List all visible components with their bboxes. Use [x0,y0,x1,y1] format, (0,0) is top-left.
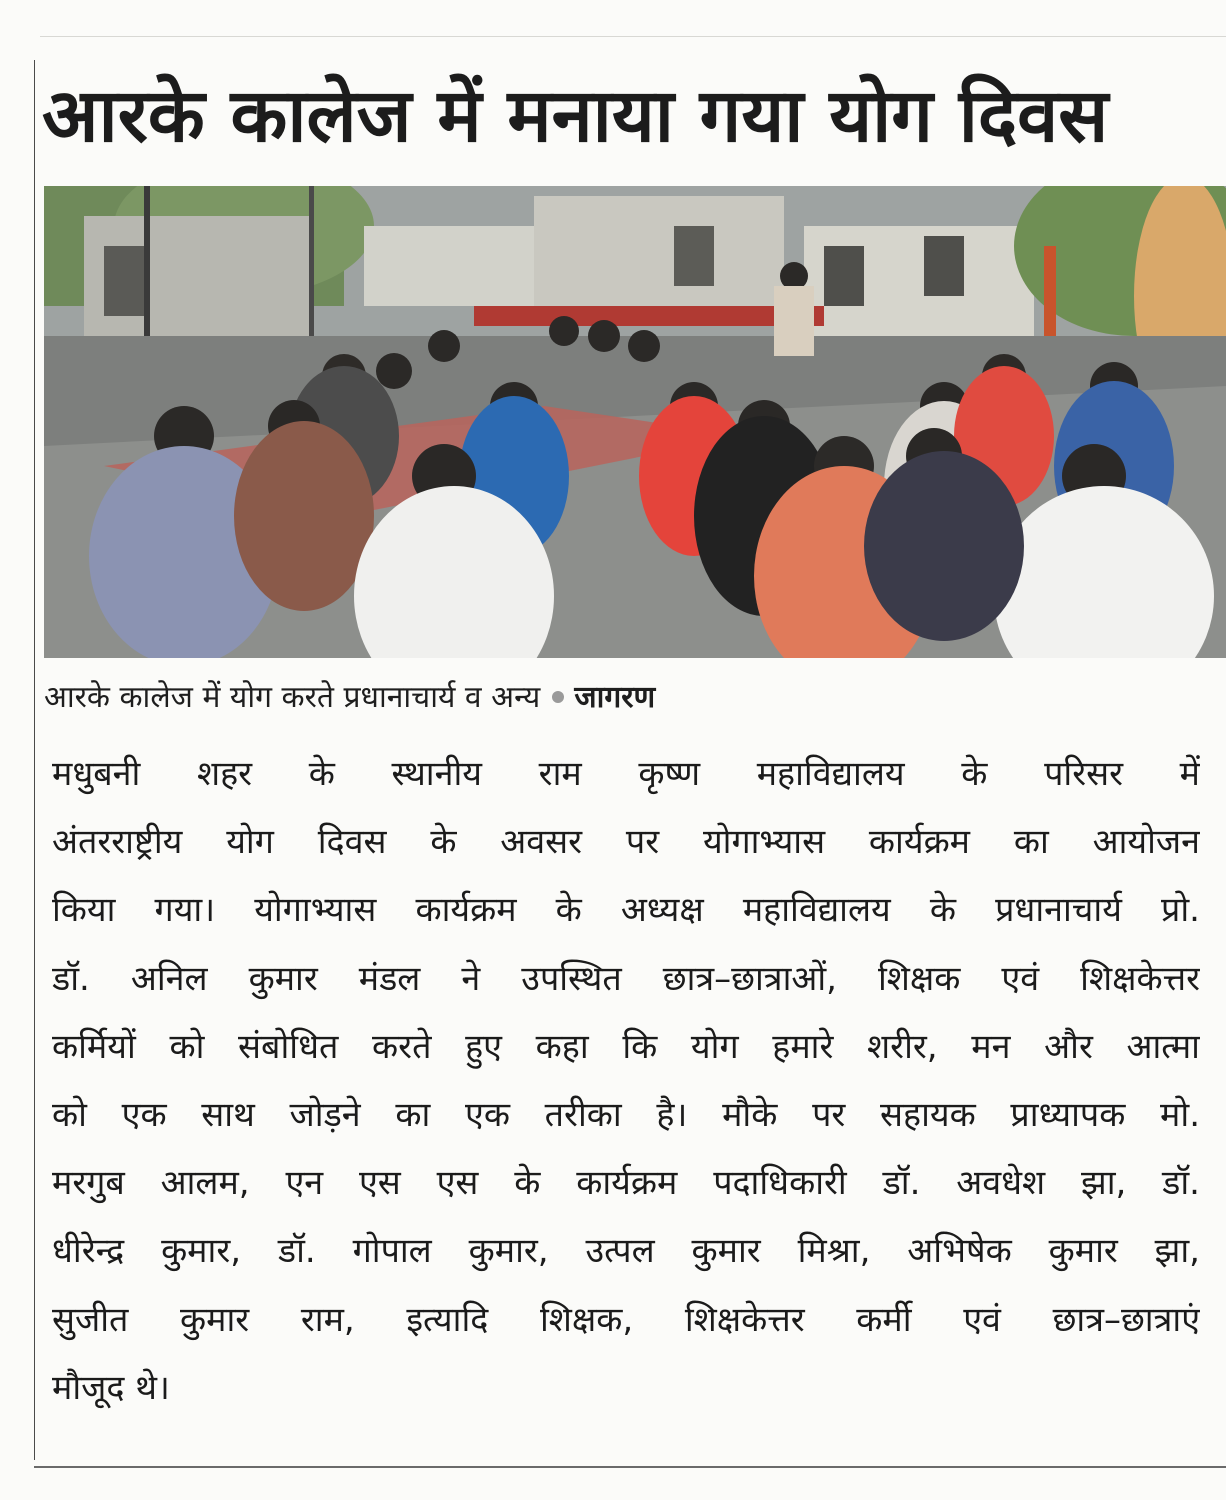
top-divider [40,36,1226,37]
body-line: कर्मियों को संबोधित करते हुए कहा कि योग हमारे शरीर, मन और आत्मा [52,1026,1200,1067]
headline: आरके कालेज में मनाया गया योग दिवस [42,73,1109,159]
article-body [52,740,1200,1422]
bottom-divider [34,1466,1226,1468]
body-line: धीरेन्द्र कुमार, डॉ. गोपाल कुमार, उत्पल कुमार मिश्रा, अभिषेक कुमार झा, [52,1231,1200,1272]
caption-text: आरके कालेज में योग करते प्रधानाचार्य व अन्य [44,680,541,715]
news-photo [44,186,1226,658]
body-line: मौजूद थे। [52,1367,170,1408]
body-line: अंतरराष्ट्रीय योग दिवस के अवसर पर योगाभ्यास कार्यक्रम का आयोजन [52,822,1200,863]
bullet-icon [552,691,564,703]
body-line: मधुबनी शहर के स्थानीय राम कृष्ण महाविद्यालय के परिसर में [52,754,1200,794]
body-line: को एक साथ जोड़ने का एक तरीका है। मौके पर सहायक प्राध्यापक मो. [52,1095,1200,1136]
body-line: किया गया। योगाभ्यास कार्यक्रम के अध्यक्ष महाविद्यालय के प्रधानाचार्य प्रो. [52,890,1200,931]
left-column-rule [34,60,35,1460]
photo-caption [44,676,1044,720]
body-line: डॉ. अनिल कुमार मंडल ने उपस्थित छात्र–छात्राओं, शिक्षक एवं शिक्षकेत्तर [52,958,1200,999]
photo-credit: जागरण [574,680,656,715]
body-line: सुजीत कुमार राम, इत्यादि शिक्षक, शिक्षकेत्तर कर्मी एवं छात्र–छात्राएं [52,1299,1200,1340]
body-line: मरगुब आलम, एन एस एस के कार्यक्रम पदाधिकारी डॉ. अवधेश झा, डॉ. [52,1163,1200,1204]
